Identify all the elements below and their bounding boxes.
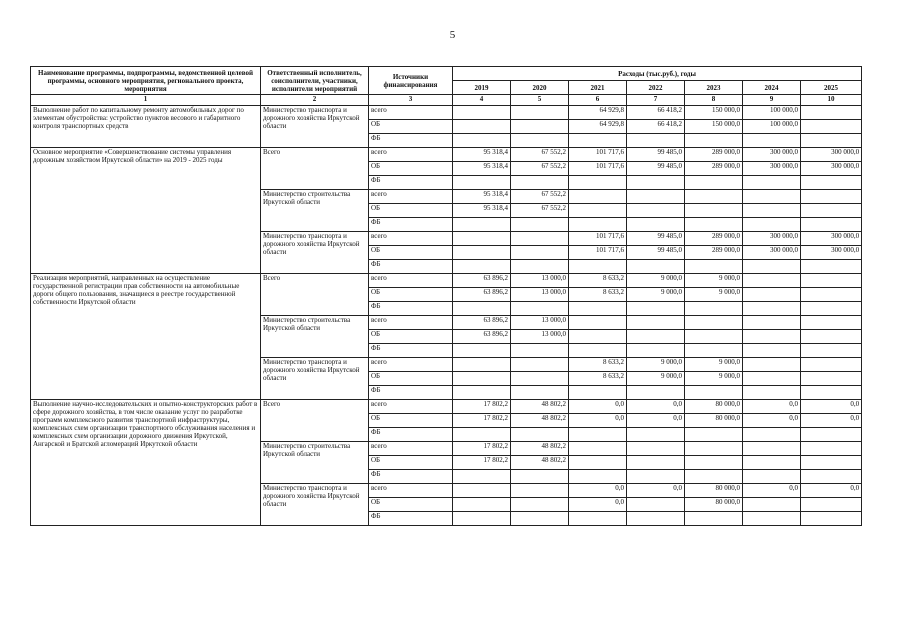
amount-cell (743, 428, 801, 442)
funding-source-cell: ОБ (369, 162, 453, 176)
amount-cell (627, 512, 685, 526)
amount-cell (685, 204, 743, 218)
amount-cell (511, 484, 569, 498)
amount-cell (569, 260, 627, 274)
amount-cell (569, 302, 627, 316)
table-row (31, 148, 862, 162)
amount-cell (569, 386, 627, 400)
funding-source-cell: ОБ (369, 288, 453, 302)
table-header (31, 67, 862, 95)
amount-cell (453, 218, 511, 232)
amount-cell (511, 120, 569, 134)
column-number: 4 (453, 95, 511, 106)
amount-cell: 99 485,0 (627, 162, 685, 176)
responsible-cell: Министерство строительства Иркутской области (261, 316, 369, 358)
amount-cell (511, 176, 569, 190)
amount-cell (453, 134, 511, 148)
amount-cell (627, 442, 685, 456)
amount-cell (453, 232, 511, 246)
amount-cell (511, 246, 569, 260)
amount-cell: 99 485,0 (627, 246, 685, 260)
amount-cell: 66 418,2 (627, 120, 685, 134)
funding-source-cell: всего (369, 190, 453, 204)
amount-cell: 0,0 (743, 484, 801, 498)
amount-cell: 48 802,2 (511, 456, 569, 470)
header-responsible: Ответственный исполнитель, соисполнители, участники, исполнители мероприятий (261, 67, 369, 95)
column-number: 8 (685, 95, 743, 106)
amount-cell (801, 358, 862, 372)
amount-cell (511, 428, 569, 442)
amount-cell: 0,0 (743, 400, 801, 414)
header-expenses: Расходы (тыс.руб.), годы (453, 67, 862, 81)
amount-cell (685, 512, 743, 526)
amount-cell: 80 000,0 (685, 414, 743, 428)
amount-cell: 289 000,0 (685, 148, 743, 162)
table-body (31, 95, 862, 526)
amount-cell (801, 316, 862, 330)
amount-cell (743, 302, 801, 316)
amount-cell (453, 512, 511, 526)
program-name-cell: Выполнение научно-исследовательских и опытно-конструкторских работ в сфере дорожного хозяйства, в том числе оказание услуг по разработке программ комплексного развития транспортной инфраструктуры, комплексных схем организации транспортного обслуживания населения и комплексных схем организации дорожного движения Иркутской, Ангарской и Братской агломераций Иркутской области (31, 400, 261, 526)
amount-cell: 95 318,4 (453, 148, 511, 162)
amount-cell: 289 000,0 (685, 246, 743, 260)
amount-cell: 64 929,8 (569, 106, 627, 120)
amount-cell: 9 000,0 (685, 372, 743, 386)
amount-cell (743, 344, 801, 358)
responsible-cell: Всего (261, 400, 369, 442)
funding-source-cell: ФБ (369, 176, 453, 190)
amount-cell (801, 288, 862, 302)
funding-source-cell: всего (369, 358, 453, 372)
amount-cell (801, 204, 862, 218)
amount-cell (743, 358, 801, 372)
column-numbers-row (31, 95, 862, 106)
amount-cell: 48 802,2 (511, 442, 569, 456)
funding-source-cell: ОБ (369, 498, 453, 512)
amount-cell (685, 386, 743, 400)
program-name-cell: Основное мероприятие «Совершенствование системы управления дорожным хозяйством Иркутской области» на 2019 - 2025 годы (31, 148, 261, 274)
amount-cell: 66 418,2 (627, 106, 685, 120)
amount-cell: 150 000,0 (685, 106, 743, 120)
amount-cell (511, 344, 569, 358)
amount-cell: 101 717,6 (569, 232, 627, 246)
amount-cell: 95 318,4 (453, 204, 511, 218)
program-name-cell: Реализация мероприятий, направленных на осуществление государственной регистрации прав собственности на автомобильные дороги общего пользования, значащиеся в реестре государственной собственности Иркутской области (31, 274, 261, 400)
amount-cell (685, 190, 743, 204)
amount-cell (743, 176, 801, 190)
amount-cell: 0,0 (743, 414, 801, 428)
table-row (31, 106, 862, 120)
amount-cell (801, 512, 862, 526)
funding-source-cell: ОБ (369, 204, 453, 218)
amount-cell (569, 176, 627, 190)
amount-cell (685, 442, 743, 456)
column-number: 10 (801, 95, 862, 106)
funding-source-cell: ОБ (369, 120, 453, 134)
amount-cell (627, 176, 685, 190)
amount-cell: 63 896,2 (453, 288, 511, 302)
column-number: 9 (743, 95, 801, 106)
responsible-cell: Всего (261, 274, 369, 316)
amount-cell (801, 218, 862, 232)
amount-cell: 101 717,6 (569, 148, 627, 162)
amount-cell (685, 316, 743, 330)
responsible-cell: Министерство строительства Иркутской области (261, 442, 369, 484)
amount-cell (685, 302, 743, 316)
page-number: 5 (449, 29, 456, 41)
funding-source-cell: всего (369, 148, 453, 162)
funding-source-cell: ОБ (369, 246, 453, 260)
amount-cell (511, 302, 569, 316)
amount-cell: 17 802,2 (453, 414, 511, 428)
amount-cell (801, 456, 862, 470)
amount-cell (743, 330, 801, 344)
amount-cell (685, 428, 743, 442)
amount-cell (627, 428, 685, 442)
amount-cell: 13 000,0 (511, 316, 569, 330)
funding-source-cell: ФБ (369, 218, 453, 232)
amount-cell (743, 190, 801, 204)
amount-cell (743, 512, 801, 526)
amount-cell (511, 498, 569, 512)
amount-cell: 67 552,2 (511, 204, 569, 218)
amount-cell: 300 000,0 (743, 148, 801, 162)
amount-cell: 9 000,0 (627, 372, 685, 386)
column-number: 5 (511, 95, 569, 106)
funding-source-cell: всего (369, 442, 453, 456)
amount-cell (627, 344, 685, 358)
amount-cell (453, 344, 511, 358)
amount-cell: 13 000,0 (511, 330, 569, 344)
amount-cell (511, 232, 569, 246)
amount-cell: 0,0 (627, 484, 685, 498)
amount-cell (453, 106, 511, 120)
amount-cell (511, 470, 569, 484)
amount-cell (627, 302, 685, 316)
amount-cell (685, 218, 743, 232)
amount-cell (801, 120, 862, 134)
amount-cell (801, 106, 862, 120)
amount-cell: 101 717,6 (569, 246, 627, 260)
amount-cell (569, 134, 627, 148)
amount-cell (569, 456, 627, 470)
amount-cell (743, 260, 801, 274)
amount-cell: 9 000,0 (685, 274, 743, 288)
responsible-cell: Всего (261, 148, 369, 190)
amount-cell: 150 000,0 (685, 120, 743, 134)
amount-cell: 289 000,0 (685, 162, 743, 176)
amount-cell (511, 386, 569, 400)
amount-cell (743, 386, 801, 400)
responsible-cell: Министерство транспорта и дорожного хозяйства Иркутской области (261, 484, 369, 526)
funding-source-cell: всего (369, 232, 453, 246)
funding-source-cell: ОБ (369, 456, 453, 470)
amount-cell (569, 470, 627, 484)
funding-source-cell: всего (369, 274, 453, 288)
amount-cell (453, 470, 511, 484)
amount-cell (453, 372, 511, 386)
funding-source-cell: ФБ (369, 470, 453, 484)
header-funding-sources: Источники финансирования (369, 67, 453, 95)
amount-cell (801, 372, 862, 386)
amount-cell: 0,0 (801, 414, 862, 428)
amount-cell (627, 204, 685, 218)
amount-cell: 0,0 (627, 414, 685, 428)
amount-cell (453, 498, 511, 512)
funding-source-cell: ОБ (369, 330, 453, 344)
amount-cell (743, 204, 801, 218)
amount-cell: 0,0 (569, 414, 627, 428)
amount-cell (453, 246, 511, 260)
amount-cell (453, 428, 511, 442)
amount-cell (801, 386, 862, 400)
amount-cell (743, 274, 801, 288)
amount-cell: 101 717,6 (569, 162, 627, 176)
header-year: 2019 (453, 81, 511, 95)
amount-cell: 300 000,0 (743, 232, 801, 246)
amount-cell: 8 633,2 (569, 358, 627, 372)
amount-cell (801, 470, 862, 484)
amount-cell: 95 318,4 (453, 190, 511, 204)
funding-source-cell: ФБ (369, 134, 453, 148)
amount-cell (743, 470, 801, 484)
amount-cell: 100 000,0 (743, 106, 801, 120)
amount-cell (627, 498, 685, 512)
amount-cell (453, 302, 511, 316)
amount-cell (743, 316, 801, 330)
funding-source-cell: всего (369, 484, 453, 498)
amount-cell (627, 316, 685, 330)
amount-cell: 13 000,0 (511, 274, 569, 288)
amount-cell (511, 260, 569, 274)
amount-cell (743, 372, 801, 386)
amount-cell (453, 358, 511, 372)
amount-cell: 63 896,2 (453, 316, 511, 330)
amount-cell (569, 512, 627, 526)
column-number: 7 (627, 95, 685, 106)
amount-cell: 9 000,0 (627, 288, 685, 302)
amount-cell (569, 330, 627, 344)
amount-cell: 95 318,4 (453, 162, 511, 176)
amount-cell: 63 896,2 (453, 274, 511, 288)
amount-cell (801, 330, 862, 344)
amount-cell (511, 106, 569, 120)
amount-cell: 0,0 (569, 484, 627, 498)
amount-cell: 13 000,0 (511, 288, 569, 302)
amount-cell: 17 802,2 (453, 400, 511, 414)
amount-cell: 8 633,2 (569, 372, 627, 386)
column-number: 1 (31, 95, 261, 106)
funding-source-cell: всего (369, 316, 453, 330)
funding-source-cell: ФБ (369, 260, 453, 274)
amount-cell: 67 552,2 (511, 148, 569, 162)
funding-source-cell: ФБ (369, 428, 453, 442)
amount-cell (627, 190, 685, 204)
funding-source-cell: ФБ (369, 512, 453, 526)
amount-cell (685, 330, 743, 344)
column-number: 3 (369, 95, 453, 106)
amount-cell (453, 120, 511, 134)
amount-cell (569, 190, 627, 204)
amount-cell (453, 386, 511, 400)
amount-cell (511, 218, 569, 232)
amount-cell (685, 470, 743, 484)
amount-cell (801, 498, 862, 512)
amount-cell (801, 134, 862, 148)
responsible-cell: Министерство транспорта и дорожного хозяйства Иркутской области (261, 358, 369, 400)
amount-cell: 300 000,0 (743, 162, 801, 176)
amount-cell: 0,0 (569, 400, 627, 414)
amount-cell (685, 260, 743, 274)
amount-cell (801, 344, 862, 358)
amount-cell: 8 633,2 (569, 288, 627, 302)
amount-cell: 63 896,2 (453, 330, 511, 344)
amount-cell (743, 456, 801, 470)
amount-cell (453, 484, 511, 498)
amount-cell (685, 456, 743, 470)
amount-cell (569, 316, 627, 330)
amount-cell (627, 470, 685, 484)
amount-cell: 64 929,8 (569, 120, 627, 134)
amount-cell (801, 302, 862, 316)
amount-cell (743, 498, 801, 512)
column-number: 2 (261, 95, 369, 106)
responsible-cell: Министерство транспорта и дорожного хозяйства Иркутской области (261, 106, 369, 148)
amount-cell: 300 000,0 (801, 148, 862, 162)
amount-cell (801, 260, 862, 274)
amount-cell (569, 218, 627, 232)
amount-cell: 67 552,2 (511, 190, 569, 204)
amount-cell: 48 802,2 (511, 400, 569, 414)
column-number: 6 (569, 95, 627, 106)
amount-cell (685, 134, 743, 148)
amount-cell: 48 802,2 (511, 414, 569, 428)
amount-cell: 0,0 (569, 498, 627, 512)
amount-cell (569, 344, 627, 358)
amount-cell (627, 134, 685, 148)
funding-source-cell: всего (369, 400, 453, 414)
header-year: 2021 (569, 81, 627, 95)
funding-source-cell: ФБ (369, 344, 453, 358)
amount-cell (511, 358, 569, 372)
header-program-name: Наименование программы, подпрограммы, ведомственной целевой программы, основного мероприятия, регионального проекта, мероприятия (31, 67, 261, 95)
amount-cell: 8 633,2 (569, 274, 627, 288)
amount-cell (685, 176, 743, 190)
amount-cell (569, 442, 627, 456)
amount-cell (453, 260, 511, 274)
amount-cell (801, 274, 862, 288)
amount-cell: 17 802,2 (453, 456, 511, 470)
amount-cell: 0,0 (627, 400, 685, 414)
table-row (31, 274, 862, 288)
amount-cell: 9 000,0 (627, 358, 685, 372)
amount-cell: 99 485,0 (627, 232, 685, 246)
amount-cell: 0,0 (801, 400, 862, 414)
amount-cell: 80 000,0 (685, 400, 743, 414)
header-year: 2025 (801, 81, 862, 95)
amount-cell (685, 344, 743, 358)
amount-cell (743, 134, 801, 148)
amount-cell (743, 218, 801, 232)
amount-cell: 289 000,0 (685, 232, 743, 246)
funding-source-cell: ОБ (369, 372, 453, 386)
table-row (31, 400, 862, 414)
header-year: 2022 (627, 81, 685, 95)
amount-cell: 99 485,0 (627, 148, 685, 162)
amount-cell: 9 000,0 (685, 288, 743, 302)
amount-cell (511, 372, 569, 386)
amount-cell (511, 512, 569, 526)
header-year: 2024 (743, 81, 801, 95)
responsible-cell: Министерство строительства Иркутской области (261, 190, 369, 232)
amount-cell (801, 176, 862, 190)
responsible-cell: Министерство транспорта и дорожного хозяйства Иркутской области (261, 232, 369, 274)
header-year: 2023 (685, 81, 743, 95)
amount-cell: 9 000,0 (685, 358, 743, 372)
amount-cell: 9 000,0 (627, 274, 685, 288)
amount-cell (511, 134, 569, 148)
budget-table (30, 66, 862, 526)
amount-cell (743, 442, 801, 456)
amount-cell (801, 442, 862, 456)
amount-cell: 100 000,0 (743, 120, 801, 134)
amount-cell: 300 000,0 (801, 246, 862, 260)
amount-cell: 300 000,0 (801, 232, 862, 246)
amount-cell (801, 428, 862, 442)
amount-cell (569, 428, 627, 442)
amount-cell (627, 386, 685, 400)
amount-cell (627, 330, 685, 344)
header-year: 2020 (511, 81, 569, 95)
amount-cell (569, 204, 627, 218)
amount-cell: 80 000,0 (685, 484, 743, 498)
amount-cell (453, 176, 511, 190)
amount-cell (801, 190, 862, 204)
amount-cell (743, 288, 801, 302)
amount-cell (627, 260, 685, 274)
amount-cell: 67 552,2 (511, 162, 569, 176)
amount-cell: 0,0 (801, 484, 862, 498)
funding-source-cell: ОБ (369, 414, 453, 428)
amount-cell (627, 456, 685, 470)
amount-cell: 300 000,0 (801, 162, 862, 176)
amount-cell: 80 000,0 (685, 498, 743, 512)
amount-cell: 17 802,2 (453, 442, 511, 456)
amount-cell (627, 218, 685, 232)
program-name-cell: Выполнение работ по капитальному ремонту автомобильных дорог по элементам обустройства: устройство пунктов весового и габаритного контроля транспортных средств (31, 106, 261, 148)
funding-source-cell: ФБ (369, 386, 453, 400)
amount-cell: 300 000,0 (743, 246, 801, 260)
funding-source-cell: всего (369, 106, 453, 120)
funding-source-cell: ФБ (369, 302, 453, 316)
